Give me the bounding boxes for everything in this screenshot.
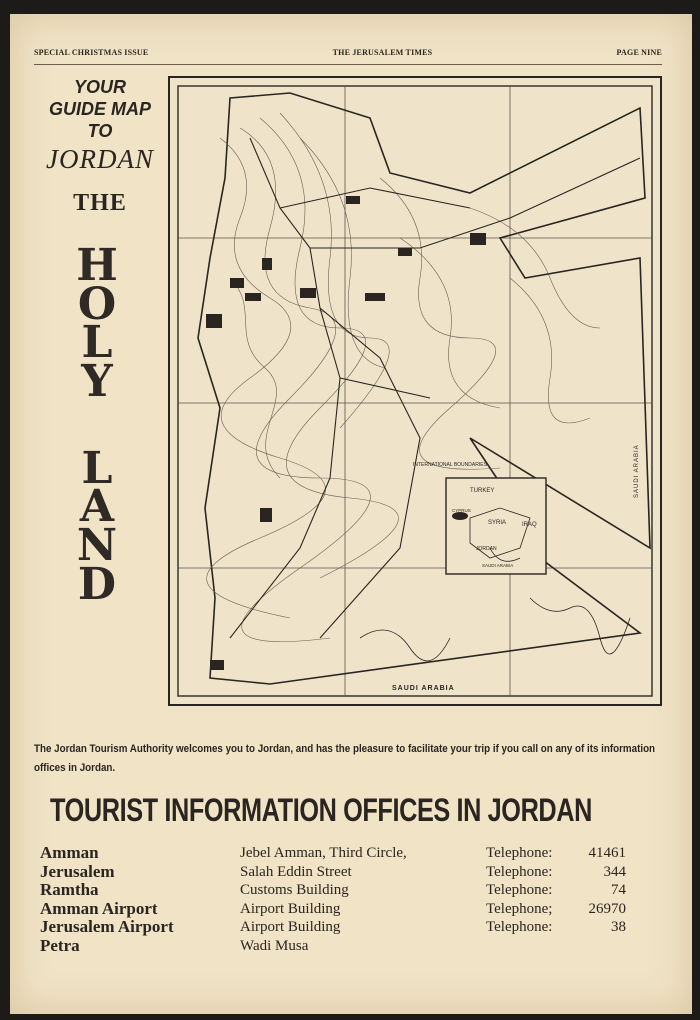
office-telephone-number: 74	[611, 882, 626, 898]
office-telephone-number: 38	[611, 919, 626, 935]
map-drawing	[170, 78, 660, 704]
office-telephone-number: 41461	[588, 845, 626, 861]
page-header	[34, 44, 662, 65]
holy-letter: H	[76, 240, 118, 291]
inset-syria: SYRIA	[488, 520, 507, 526]
land-letter: N	[76, 520, 118, 572]
office-address: Airport Building	[240, 919, 341, 935]
heading-jordan: JORDAN	[46, 144, 154, 174]
inset-jordan: JORDAN	[476, 546, 497, 552]
offices-title: TOURIST INFORMATION OFFICES IN JORDAN	[50, 792, 593, 828]
office-row	[40, 881, 640, 900]
office-telephone-number: 344	[603, 863, 626, 880]
map-right-label: SAUDI ARABIA	[634, 444, 640, 498]
office-telephone-label: Telephone;	[486, 900, 553, 917]
holy-land-vertical-title	[72, 240, 122, 610]
heading-to: TO	[87, 121, 113, 141]
offices-list	[40, 844, 640, 955]
office-telephone-number: 26970	[588, 900, 626, 917]
office-city: Jerusalem	[40, 861, 115, 881]
office-telephone-label: Telephone:	[486, 882, 553, 898]
office-row	[40, 844, 640, 863]
land-letter: A	[79, 481, 115, 533]
office-telephone-label: Telephone:	[486, 863, 553, 880]
guide-map-heading	[30, 76, 170, 217]
inset-iraq: IRAQ	[522, 522, 537, 528]
newspaper-page	[10, 14, 692, 1014]
jordan-guide-map	[168, 76, 662, 706]
heading-guide-map: GUIDE MAP	[48, 99, 151, 119]
office-row	[40, 900, 640, 919]
office-row	[40, 863, 640, 882]
holy-letter: O	[77, 278, 117, 330]
heading-your: YOUR	[73, 77, 126, 97]
office-address: Jebel Amman, Third Circle,	[240, 845, 407, 861]
land-letter: L	[81, 442, 113, 494]
office-row	[40, 918, 640, 937]
inset-cyprus: CYPRUS	[452, 508, 471, 513]
office-address: Salah Eddin Street	[240, 863, 352, 880]
office-address: Customs Building	[240, 882, 349, 898]
office-city: Ramtha	[40, 880, 99, 899]
header-paper-title: THE JERUSALEM TIMES	[332, 47, 433, 57]
land-letter: D	[77, 558, 117, 610]
welcome-paragraph: The Jordan Tourism Authority welcomes you to Jordan, and has the pleasure to facilitate your trip if you call on any of its information offices in Jordan.	[34, 743, 656, 774]
heading-the: THE	[73, 190, 127, 216]
inset-title: INTERNATIONAL BOUNDARIES	[413, 462, 487, 468]
header-page-number: PAGE NINE	[616, 47, 662, 57]
header-issue: SPECIAL CHRISTMAS ISSUE	[34, 47, 149, 57]
inset-saudi: SAUDI ARABIA	[482, 563, 514, 568]
office-address: Wadi Musa	[240, 937, 309, 954]
holy-letter: Y	[81, 356, 113, 408]
office-city: Amman Airport	[40, 898, 158, 918]
inset-turkey: TURKEY	[470, 488, 495, 494]
office-row	[40, 937, 640, 956]
office-city: Jerusalem Airport	[40, 917, 174, 936]
holy-letter: L	[81, 317, 113, 369]
office-telephone-label: Telephone:	[486, 845, 553, 861]
office-city: Petra	[40, 935, 80, 955]
office-address: Airport Building	[240, 900, 341, 917]
office-city: Amman	[40, 843, 99, 862]
office-telephone-label: Telephone:	[486, 919, 553, 935]
map-bottom-label: SAUDI ARABIA	[392, 685, 455, 692]
